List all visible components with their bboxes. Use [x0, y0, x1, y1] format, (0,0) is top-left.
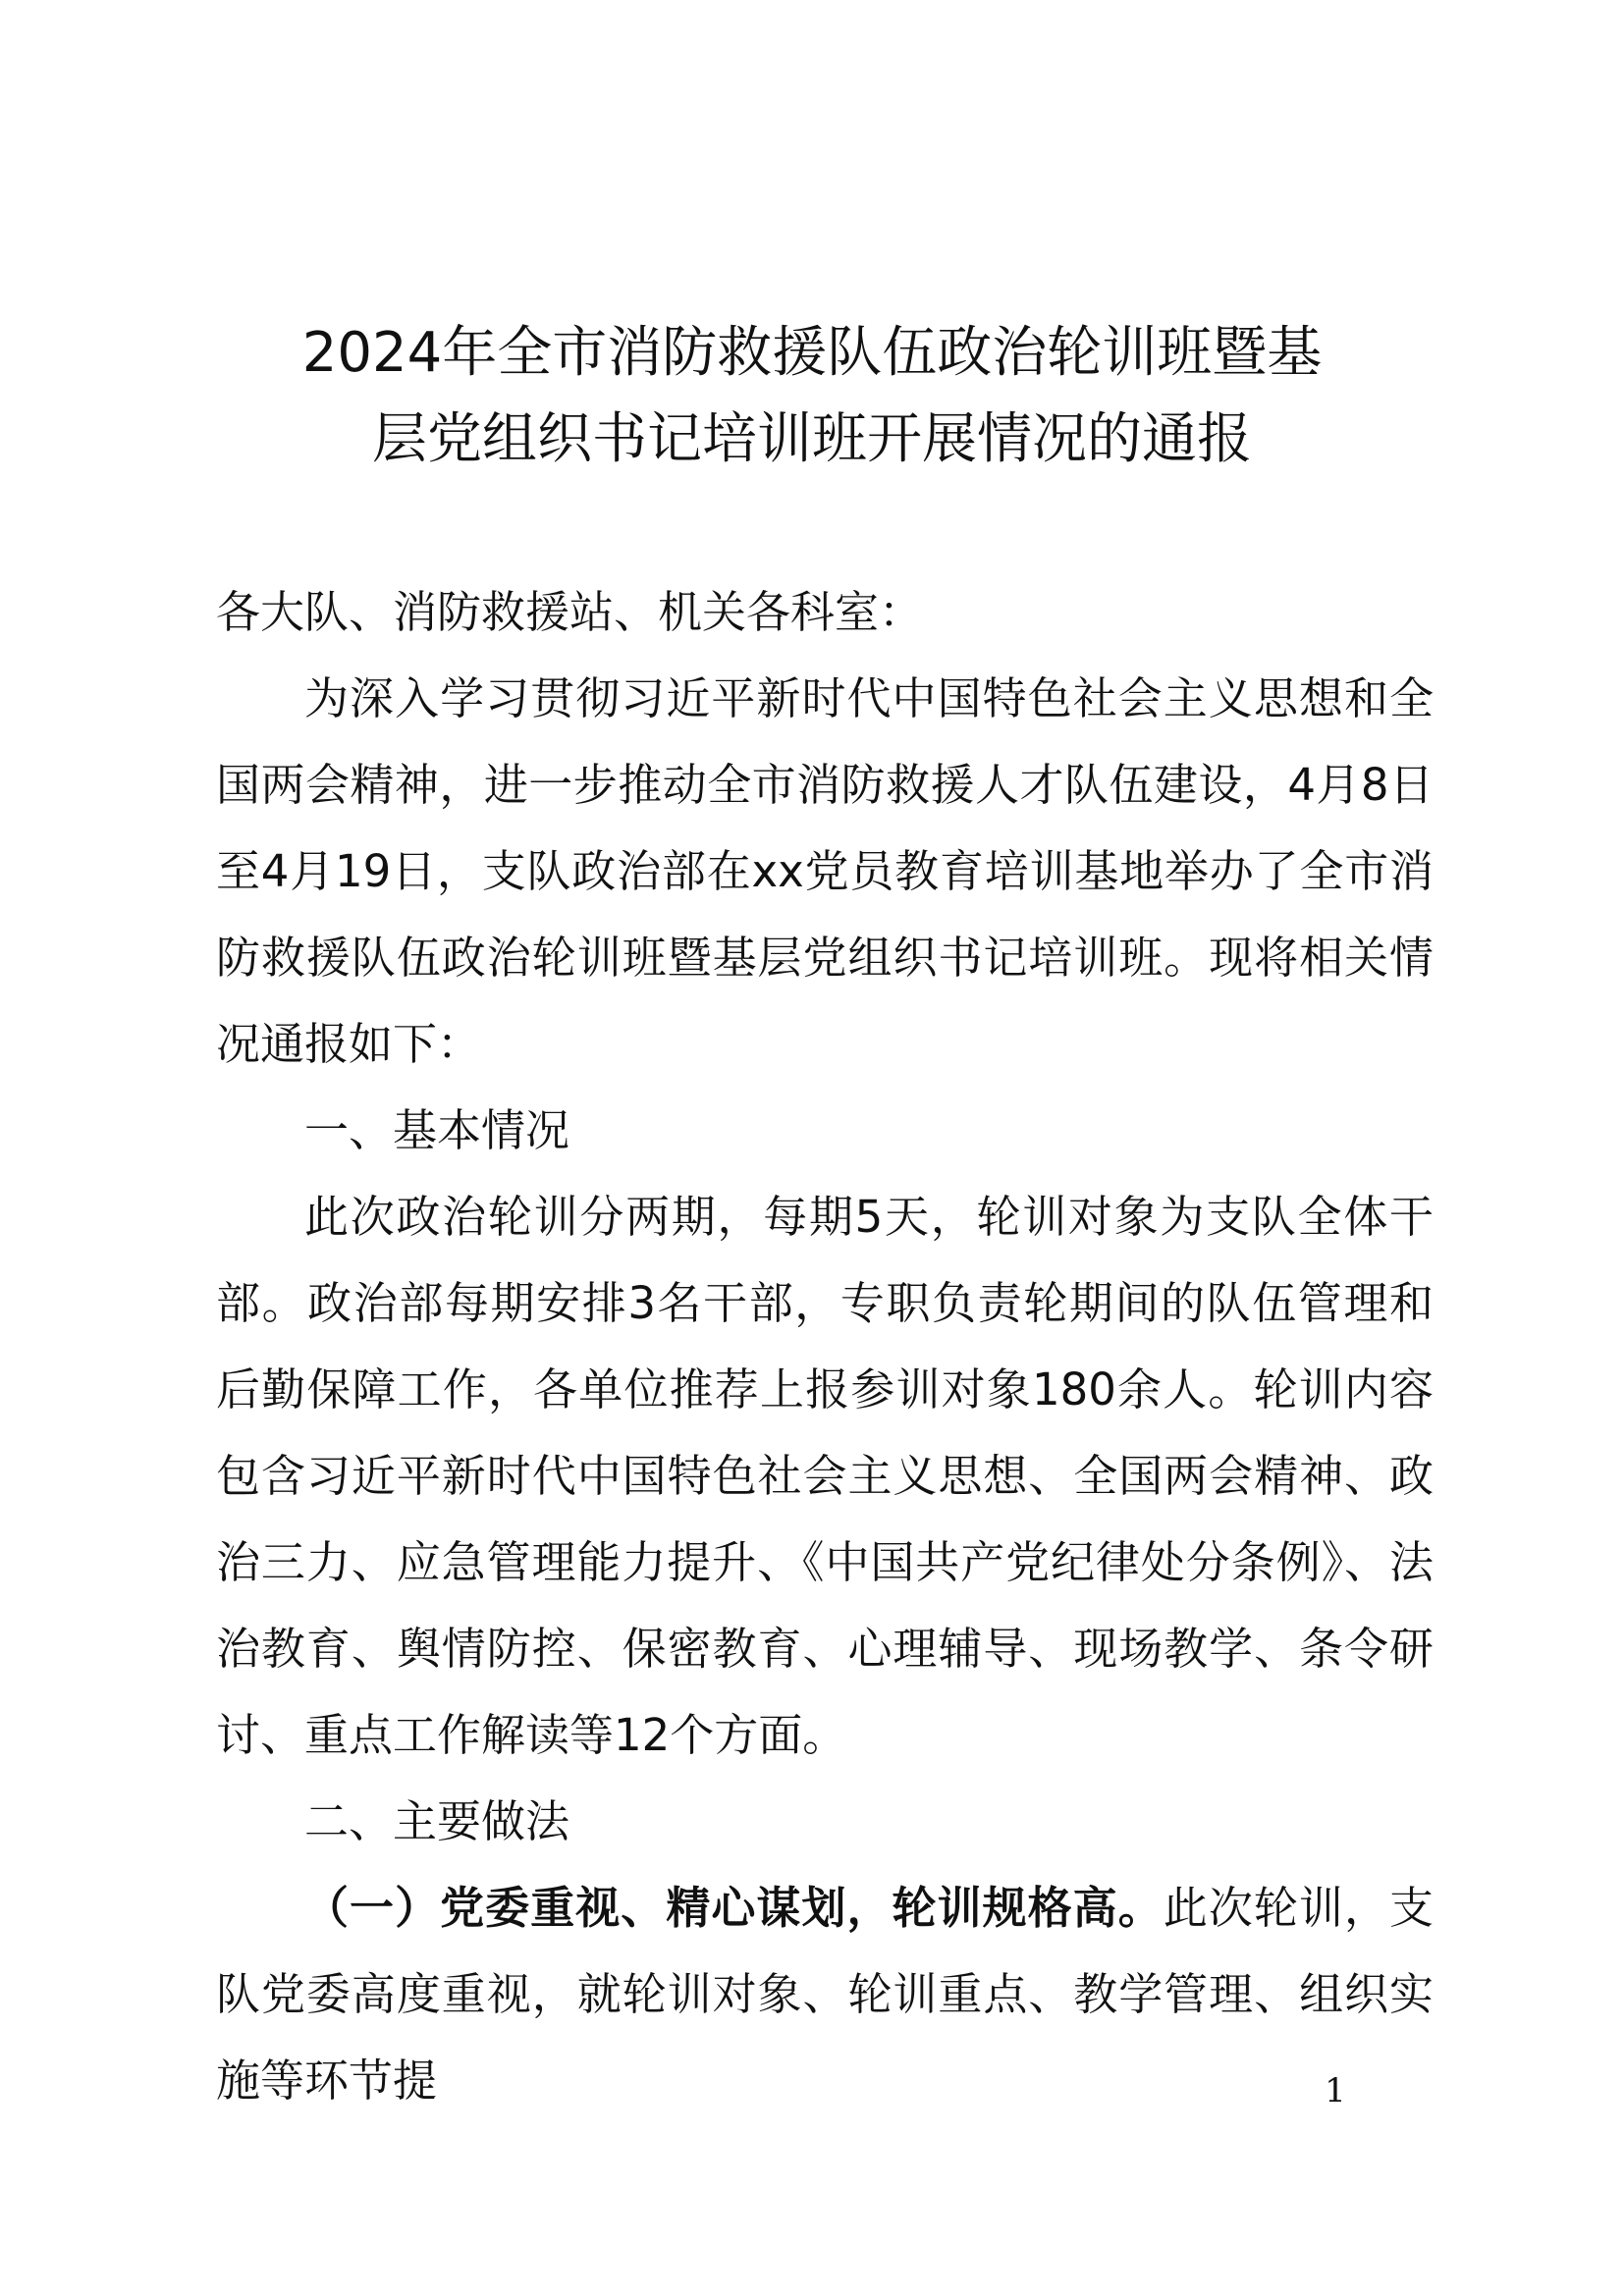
subsection-1-paragraph: [216, 1865, 1434, 2124]
section-1-heading: 一、基本情况: [304, 1104, 570, 1156]
section-1-paragraph: 此次政治轮训分两期，每期5天，轮训对象为支队全体干部。政治部每期安排3名干部，专职负责轮期间的队伍管理和后勤保障工作，各单位推荐上报参训对象180余人。轮训内容包含习近平新时代中国特色社会主义思想、全国两会精神、政治三力、应急管理能力提升、《中国共产党纪律处分条例》、法治教育、舆情防控、保密教育、心理辅导、现场教学、条令研讨、重点工作解读等12个方面。: [216, 1191, 1434, 1761]
salutation: 各大队、消防救援站、机关各科室：: [216, 586, 924, 638]
section-2-heading: 二、主要做法: [304, 1795, 570, 1847]
intro-paragraph: 为深入学习贯彻习近平新时代中国特色社会主义思想和全国两会精神，进一步推动全市消防救援人才队伍建设，4月8日至4月19日，支队政治部在xx党员教育培训基地举办了全市消防救援队伍政治轮训班暨基层党组织书记培训班。现将相关情况通报如下：: [216, 672, 1434, 1070]
subsection-1-text: 此次轮训，支队党委高度重视，就轮训对象、轮训重点、教学管理、组织实施等环节提: [216, 1882, 1434, 2107]
document-body: [216, 569, 1434, 2124]
title-line-1: 2024年全市消防救援队伍政治轮训班暨基: [301, 321, 1323, 385]
subsection-1-heading: （一）党委重视、精心谋划，轮训规格高。: [304, 1882, 1164, 1934]
page-number: 1: [1325, 2071, 1346, 2110]
document-title: [196, 310, 1428, 483]
title-line-2: 层党组织书记培训班开展情况的通报: [372, 407, 1252, 471]
